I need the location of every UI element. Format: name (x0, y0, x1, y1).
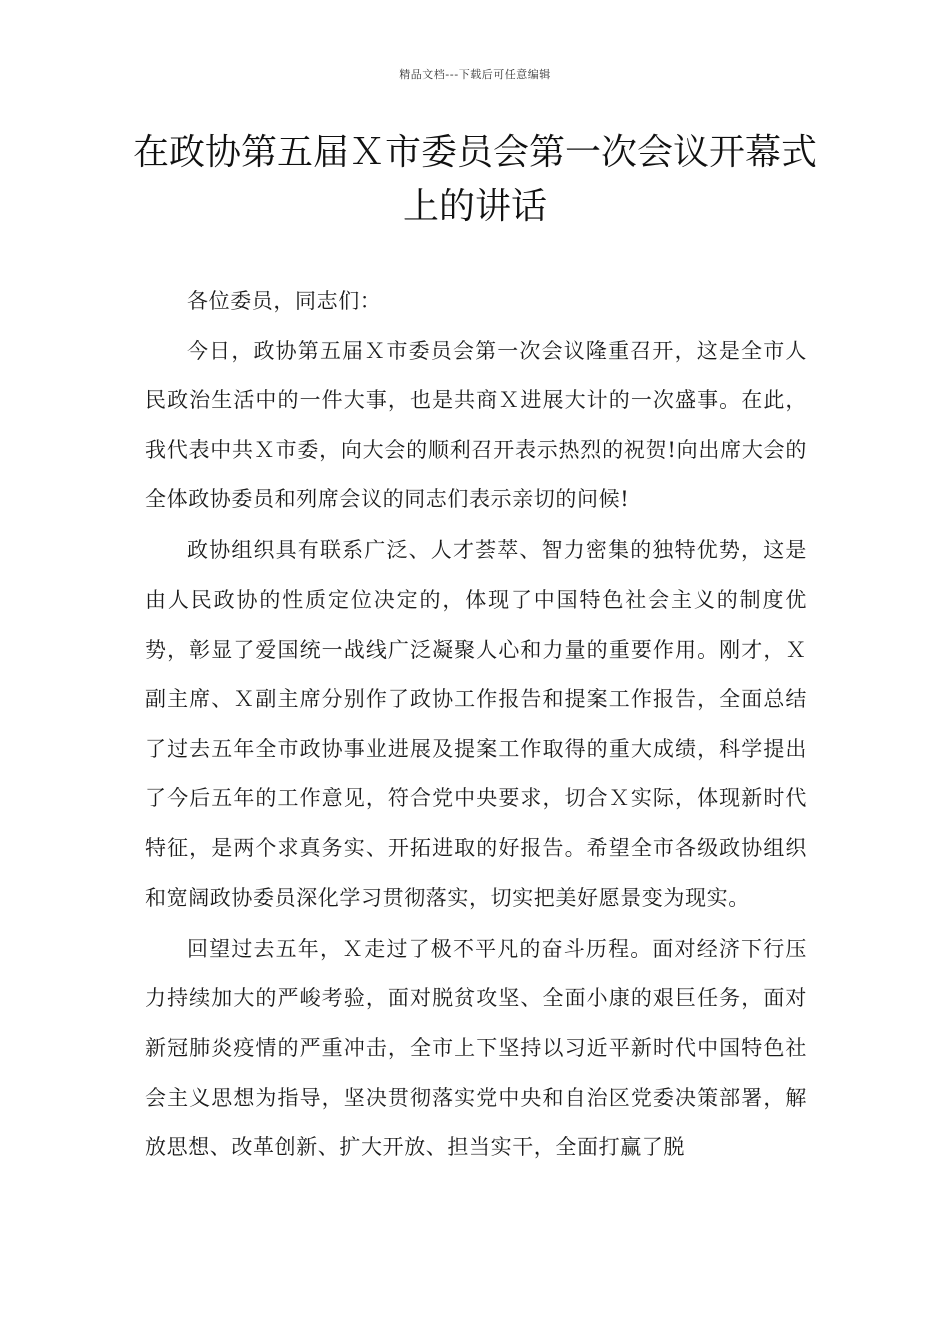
header-note: 精品文档---下载后可任意编辑 (399, 68, 551, 81)
body-paragraph: 回望过去五年，Ｘ走过了极不平凡的奋斗历程。面对经济下行压力持续加大的严峻考验，面对脱贫攻坚、全面小康的艰巨任务，面对新冠肺炎疫情的严重冲击，全市上下坚持以习近平新时代中国特色社会主义思想为指导，坚决贯彻落实党中央和自治区党委决策部署，解放思想、改革创新、扩大开放、担当实干，全面打赢了脱 (145, 936, 807, 1160)
body-paragraph: 政协组织具有联系广泛、人才荟萃、智力密集的独特优势，这是由人民政协的性质定位决定的，体现了中国特色社会主义的制度优势，彰显了爱国统一战线广泛凝聚人心和力量的重要作用。刚才，Ｘ副主席、Ｘ副主席分别作了政协工作报告和提案工作报告，全面总结了过去五年全市政协事业进展及提案工作取得的重大成绩，科学提出了今后五年的工作意见，符合党中央要求，切合Ｘ实际，体现新时代特征，是两个求真务实、开拓进取的好报告。希望全市各级政协组织和宽阔政协委员深化学习贯彻落实，切实把美好愿景变为现实。 (145, 538, 807, 910)
document-body (145, 277, 807, 1174)
body-paragraph: 今日，政协第五届Ｘ市委员会第一次会议隆重召开，这是全市人民政治生活中的一件大事，也是共商Ｘ进展大计的一次盛事。在此，我代表中共Ｘ市委，向大会的顺利召开表示热烈的祝贺!向出席大会的全体政协委员和列席会议的同志们表示亲切的问候! (145, 338, 807, 512)
salutation-paragraph: 各位委员，同志们： (187, 289, 382, 313)
document-title: 在政协第五届Ｘ市委员会第一次会议开幕式上的讲话 (132, 132, 817, 227)
